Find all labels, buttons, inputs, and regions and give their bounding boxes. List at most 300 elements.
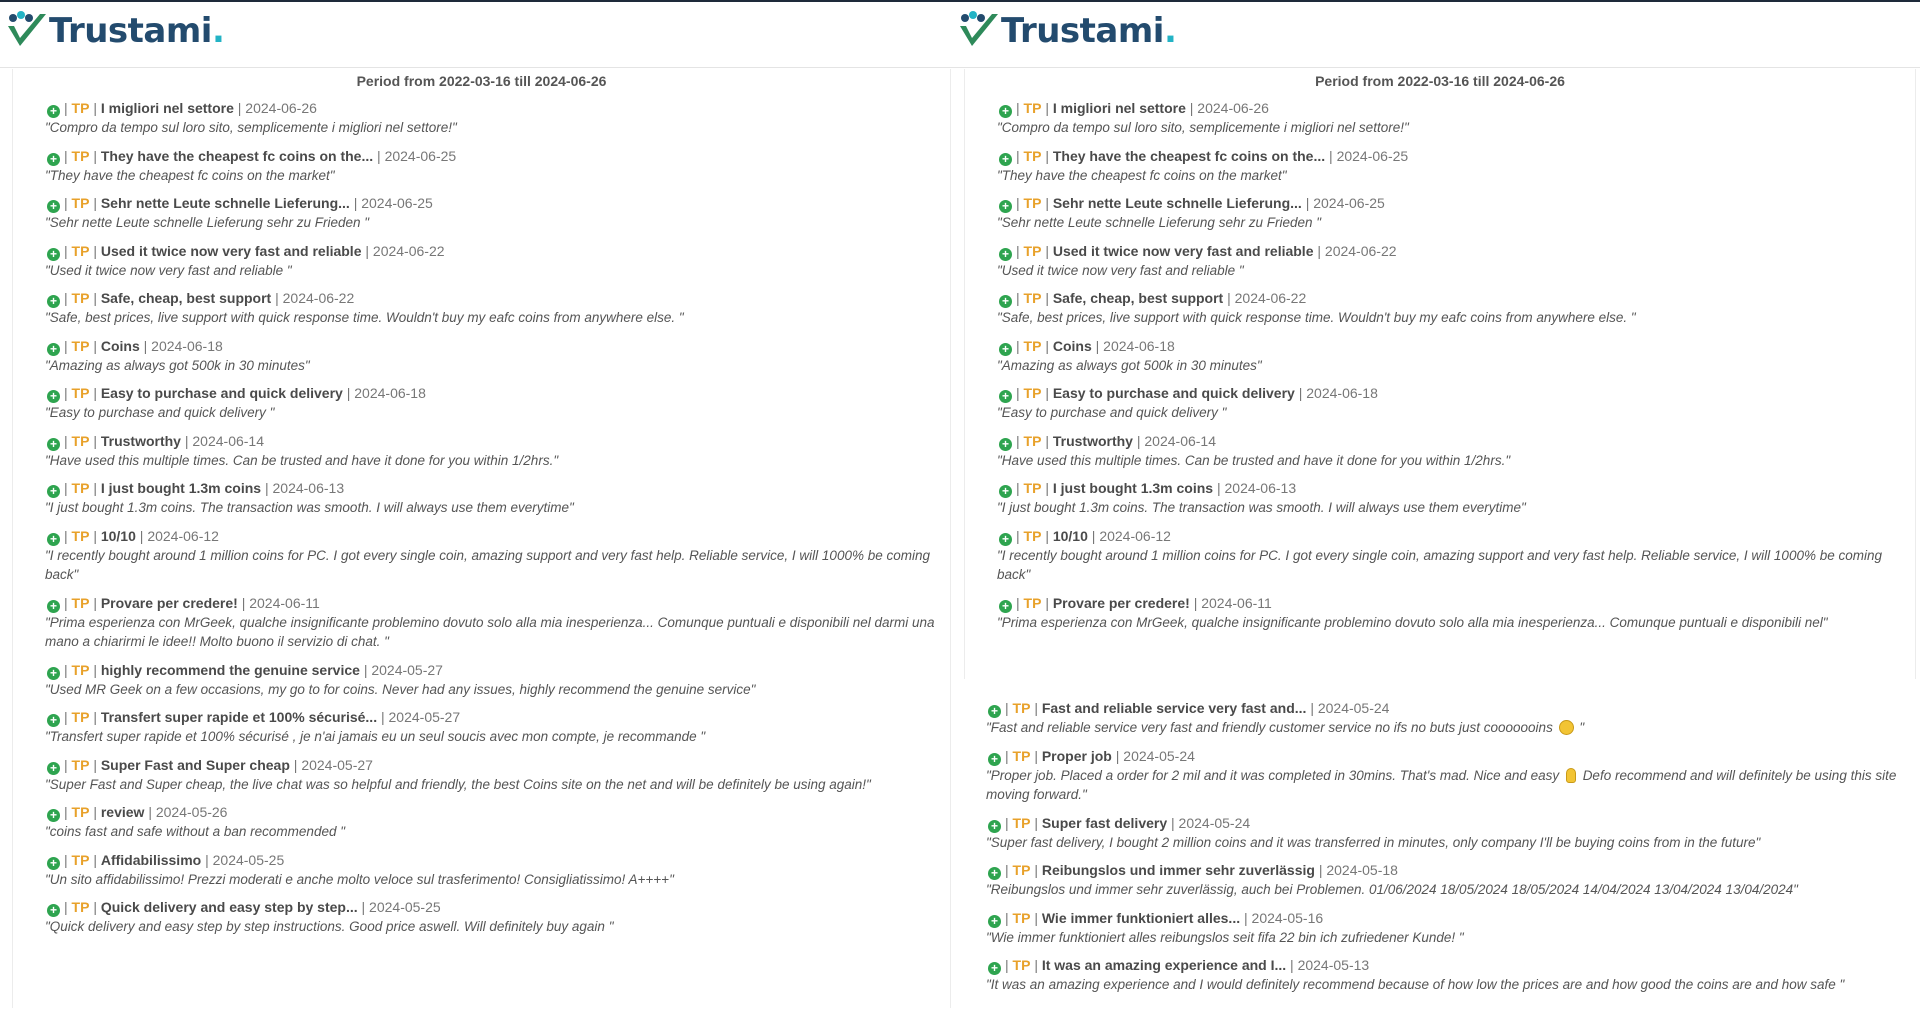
review-text xyxy=(984,975,1902,995)
positive-plus-icon: + xyxy=(47,200,60,213)
review-header xyxy=(995,147,1901,166)
review-header xyxy=(43,479,936,498)
review-text-main: "They have the cheapest fc coins on the market" xyxy=(45,167,335,183)
source-badge[interactable]: TP xyxy=(71,594,90,611)
separator: | xyxy=(1005,909,1009,926)
review-text xyxy=(995,356,1901,376)
separator: | xyxy=(1034,909,1038,926)
review-title[interactable]: I just bought 1.3m coins xyxy=(100,480,262,496)
review-title[interactable]: Wie immer funktioniert alles... xyxy=(1041,909,1241,926)
review-text-main: "Prima esperienza con MrGeek, qualche insignificante problemino dovuto solo alla mia inesperienza... Comunque puntuali e disponibili nel darmi una mano a chiarirmi le idee!! Molto buono il servizio di chat. " xyxy=(45,614,935,649)
review-date: 2024-06-13 xyxy=(272,480,345,496)
review-header xyxy=(984,861,1902,880)
separator: | xyxy=(1005,700,1009,716)
review-text-main: "Compro da tempo sul loro sito, semplicemente i migliori nel settore!" xyxy=(997,120,1409,135)
review-date: 2024-05-18 xyxy=(1326,862,1398,878)
review-date: 2024-05-16 xyxy=(1251,909,1324,926)
review-header xyxy=(43,337,936,356)
positive-plus-icon: + xyxy=(47,390,60,403)
separator: | xyxy=(205,851,209,868)
separator: | xyxy=(237,100,242,116)
positive-plus-icon: + xyxy=(999,248,1012,261)
separator: | xyxy=(93,756,97,773)
separator: | xyxy=(1045,480,1049,496)
separator: | xyxy=(1016,147,1020,164)
review-text-main: "Reibungslos und immer sehr zuverlässig, auch bei Problemen. 01/06/2024 18/05/2024 18/05/2024 14/04/2024 13/04/2024 13/04/2024" xyxy=(986,882,1798,897)
review-title[interactable]: highly recommend the genuine service xyxy=(100,661,360,678)
separator: | xyxy=(1290,957,1294,973)
review-text-main: "Super fast delivery, I bought 2 million coins and it was transferred in minutes, only company I'll be buying coins from in the future" xyxy=(986,834,1761,850)
review-date: 2024-06-12 xyxy=(1099,527,1171,544)
separator: | xyxy=(1305,195,1310,211)
separator: | xyxy=(1016,385,1020,401)
period-label: Period from 2022-03-16 till 2024-06-26 xyxy=(356,73,607,89)
source-badge[interactable]: TP xyxy=(71,195,90,211)
review-title[interactable]: Proper job xyxy=(1041,747,1112,764)
separator: | xyxy=(93,480,97,496)
thumbs-up-icon xyxy=(1566,768,1576,783)
right-panel xyxy=(952,2,1920,1036)
review-text-main: "Safe, best prices, live support with quick response time. Wouldn't buy my eafc coins from anywhere else. " xyxy=(997,310,1636,325)
review-text-main: "I recently bought around 1 million coins for PC. I got every single coin, amazing support and very fast help. Reliable service, I will 1000% be coming back" xyxy=(45,547,930,582)
review-item xyxy=(984,699,1902,738)
review-header xyxy=(43,242,936,261)
checkmark-logo-icon xyxy=(4,10,48,52)
review-text xyxy=(43,356,936,376)
review-item xyxy=(995,527,1901,585)
source-badge[interactable]: TP xyxy=(71,709,90,725)
review-title[interactable]: Affidabilissimo xyxy=(100,851,202,868)
review-text xyxy=(995,213,1901,233)
review-date: 2024-05-27 xyxy=(301,756,373,773)
review-text-main: "They have the cheapest fc coins on the market" xyxy=(997,167,1287,183)
review-header xyxy=(43,898,936,917)
review-title[interactable]: They have the cheapest fc coins on the... xyxy=(1052,147,1326,164)
positive-plus-icon: + xyxy=(47,295,60,308)
review-date: 2024-06-11 xyxy=(249,594,320,611)
trustami-logo[interactable] xyxy=(4,10,224,52)
review-title[interactable]: It was an amazing experience and I... xyxy=(1041,957,1287,973)
review-date: 2024-06-14 xyxy=(1144,432,1217,449)
review-date: 2024-05-27 xyxy=(371,661,443,678)
review-text xyxy=(995,118,1901,138)
review-item xyxy=(984,956,1902,995)
review-item xyxy=(995,194,1901,233)
review-date: 2024-05-25 xyxy=(369,899,441,915)
source-badge[interactable]: TP xyxy=(1023,527,1042,544)
review-text xyxy=(995,166,1901,186)
source-badge[interactable]: TP xyxy=(1012,814,1031,831)
review-date: 2024-06-26 xyxy=(1197,100,1269,116)
checkmark-logo-icon xyxy=(956,10,1000,52)
review-date: 2024-06-18 xyxy=(1306,385,1378,401)
source-badge[interactable]: TP xyxy=(1012,957,1031,973)
review-item xyxy=(984,814,1902,853)
review-text-main: "coins fast and safe without a ban recommended " xyxy=(45,824,346,839)
review-title[interactable]: Safe, cheap, best support xyxy=(100,290,272,306)
source-badge[interactable]: TP xyxy=(71,661,90,678)
review-text-main: "Easy to purchase and quick delivery " xyxy=(997,405,1227,420)
review-text xyxy=(995,451,1901,471)
separator: | xyxy=(93,290,97,306)
separator: | xyxy=(1005,747,1009,764)
review-text-main: "Amazing as always got 500k in 30 minutes" xyxy=(45,357,310,373)
review-title[interactable]: Easy to purchase and quick delivery xyxy=(100,385,343,401)
review-text-main: "Safe, best prices, live support with quick response time. Wouldn't buy my eafc coins from anywhere else. " xyxy=(45,310,684,325)
review-title[interactable]: Used it twice now very fast and reliable xyxy=(1052,242,1314,259)
review-text xyxy=(995,546,1901,585)
review-text-main: "Used MR Geek on a few occasions, my go to for coins. Never had any issues, highly recommend the genuine service" xyxy=(45,681,756,697)
separator: | xyxy=(1045,527,1049,544)
review-text-main: "Used it twice now very fast and reliable " xyxy=(997,262,1244,278)
review-header xyxy=(43,708,936,727)
review-header xyxy=(43,803,936,822)
source-badge[interactable]: TP xyxy=(1023,337,1042,354)
review-title[interactable]: I just bought 1.3m coins xyxy=(1052,480,1214,496)
review-item xyxy=(43,898,936,937)
positive-plus-icon: + xyxy=(999,600,1012,613)
reviews-content-continued xyxy=(956,699,1916,1036)
separator: | xyxy=(377,147,381,164)
review-item xyxy=(984,861,1902,900)
review-text-main: "Transfert super rapide et 100% sécurisé , je n'ai jamais eu un seul soucis avec mon compte, je recommande " xyxy=(45,729,706,744)
positive-plus-icon: + xyxy=(47,485,60,498)
source-badge[interactable]: TP xyxy=(71,804,90,820)
review-text-main: "Prima esperienza con MrGeek, qualche insignificante problemino dovuto solo alla mia inesperienza... Comunque puntuali e disponibili nel" xyxy=(997,614,1828,630)
separator: | xyxy=(361,899,366,915)
source-badge[interactable]: TP xyxy=(1023,195,1042,211)
separator: | xyxy=(1016,527,1020,544)
separator: | xyxy=(1034,747,1038,764)
review-text-main: "I just bought 1.3m coins. The transaction was smooth. I will always use them everytime" xyxy=(997,500,1526,515)
review-title[interactable]: 10/10 xyxy=(1052,527,1088,544)
review-text xyxy=(43,822,936,842)
positive-plus-icon: + xyxy=(47,714,60,727)
review-item xyxy=(43,708,936,747)
separator: | xyxy=(1317,242,1322,259)
review-header xyxy=(43,527,936,546)
review-header xyxy=(995,289,1901,308)
source-badge[interactable]: TP xyxy=(71,100,90,116)
separator: | xyxy=(1329,147,1333,164)
positive-plus-icon: + xyxy=(988,820,1001,833)
review-item xyxy=(43,289,936,328)
review-text-main: "Quick delivery and easy step by step instructions. Good price aswell. Will definitely buy again " xyxy=(45,919,614,934)
separator: | xyxy=(1045,195,1049,211)
review-title[interactable]: Reibungslos und immer sehr zuverlässig xyxy=(1041,862,1315,878)
review-text xyxy=(43,118,936,138)
review-text xyxy=(984,718,1902,738)
review-title[interactable]: Trustworthy xyxy=(1052,432,1133,449)
separator: | xyxy=(1034,957,1038,973)
review-header xyxy=(984,747,1902,766)
review-text xyxy=(43,727,936,747)
review-item xyxy=(43,851,936,890)
review-header xyxy=(43,661,936,680)
review-title[interactable]: Sehr nette Leute schnelle Lieferung... xyxy=(100,195,350,211)
review-text xyxy=(43,870,936,890)
review-item xyxy=(43,384,936,423)
review-title[interactable]: Fast and reliable service very fast and... xyxy=(1041,700,1307,716)
review-text xyxy=(43,775,936,795)
positive-plus-icon: + xyxy=(988,705,1001,718)
positive-plus-icon: + xyxy=(47,343,60,356)
positive-plus-icon: + xyxy=(999,390,1012,403)
positive-plus-icon: + xyxy=(47,600,60,613)
review-date: 2024-06-22 xyxy=(282,290,355,306)
separator: | xyxy=(64,851,68,868)
review-text xyxy=(43,613,936,652)
brand-name: Trustami xyxy=(49,11,212,51)
source-badge[interactable]: TP xyxy=(1012,862,1031,878)
review-title[interactable]: Provare per credere! xyxy=(1052,594,1190,611)
separator: | xyxy=(1310,700,1314,716)
source-badge[interactable]: TP xyxy=(1023,290,1042,306)
separator: | xyxy=(1193,594,1198,611)
review-item xyxy=(43,147,936,186)
separator: | xyxy=(64,290,68,306)
separator: | xyxy=(93,100,97,116)
source-badge[interactable]: TP xyxy=(71,242,90,259)
review-header xyxy=(43,756,936,775)
separator: | xyxy=(1045,100,1049,116)
source-badge[interactable]: TP xyxy=(71,147,90,164)
review-item xyxy=(43,527,936,585)
review-header xyxy=(43,194,936,213)
review-title[interactable]: Quick delivery and easy step by step... xyxy=(100,899,358,915)
separator: | xyxy=(346,385,351,401)
positive-plus-icon: + xyxy=(47,438,60,451)
review-title[interactable]: review xyxy=(100,804,145,820)
review-date: 2024-05-25 xyxy=(212,851,285,868)
review-text xyxy=(43,498,936,518)
separator: | xyxy=(64,661,68,678)
separator: | xyxy=(93,195,97,211)
separator: | xyxy=(1016,100,1020,116)
separator: | xyxy=(64,527,68,544)
positive-plus-icon: + xyxy=(988,753,1001,766)
separator: | xyxy=(64,594,68,611)
source-badge[interactable]: TP xyxy=(71,851,90,868)
positive-plus-icon: + xyxy=(47,667,60,680)
logo-text xyxy=(1001,11,1176,51)
review-title[interactable]: Transfert super rapide et 100% sécurisé... xyxy=(100,709,378,725)
review-text xyxy=(43,308,936,328)
review-text-main: "Un sito affidabilissimo! Prezzi moderati e anche molto veloce sul trasferimento! Consigliatissimo! A++++" xyxy=(45,871,674,887)
positive-plus-icon: + xyxy=(999,485,1012,498)
separator: | xyxy=(93,432,97,449)
separator: | xyxy=(64,899,68,915)
review-date: 2024-06-26 xyxy=(245,100,317,116)
separator: | xyxy=(64,480,68,496)
brand-dot: . xyxy=(1163,11,1177,51)
review-header xyxy=(995,432,1901,451)
separator: | xyxy=(1216,480,1221,496)
source-badge[interactable]: TP xyxy=(71,385,90,401)
positive-plus-icon: + xyxy=(999,153,1012,166)
separator: | xyxy=(380,709,385,725)
review-header xyxy=(43,99,936,118)
review-header xyxy=(43,384,936,403)
review-title[interactable]: Used it twice now very fast and reliable xyxy=(100,242,362,259)
separator: | xyxy=(143,337,148,354)
review-date: 2024-05-24 xyxy=(1317,700,1390,716)
source-badge[interactable]: TP xyxy=(71,756,90,773)
source-badge[interactable]: TP xyxy=(1023,147,1042,164)
review-header xyxy=(43,289,936,308)
separator: | xyxy=(64,337,68,354)
separator: | xyxy=(1005,957,1009,973)
source-badge[interactable]: TP xyxy=(1012,747,1031,764)
separator: | xyxy=(1318,862,1323,878)
source-badge[interactable]: TP xyxy=(1012,700,1031,716)
source-badge[interactable]: TP xyxy=(1012,909,1031,926)
separator: | xyxy=(353,195,358,211)
source-badge[interactable]: TP xyxy=(1023,594,1042,611)
source-badge[interactable]: TP xyxy=(71,899,90,915)
review-text xyxy=(43,166,936,186)
review-header xyxy=(995,337,1901,356)
review-list xyxy=(965,99,1915,632)
left-panel xyxy=(0,2,955,1008)
review-title[interactable]: Easy to purchase and quick delivery xyxy=(1052,385,1295,401)
review-title[interactable]: Trustworthy xyxy=(100,432,181,449)
separator: | xyxy=(64,242,68,259)
review-date: 2024-06-25 xyxy=(1336,147,1409,164)
source-badge[interactable]: TP xyxy=(71,480,90,496)
review-date: 2024-06-25 xyxy=(1313,195,1385,211)
separator: | xyxy=(93,804,97,820)
trustami-logo[interactable] xyxy=(956,10,1176,52)
separator: | xyxy=(1298,385,1303,401)
separator: | xyxy=(64,195,68,211)
reviews-content xyxy=(964,69,1916,679)
review-text-main: "Have used this multiple times. Can be trusted and have it done for you within 1/2hrs." xyxy=(45,452,559,468)
review-text-main: "Used it twice now very fast and reliable " xyxy=(45,262,292,278)
source-badge[interactable]: TP xyxy=(1023,100,1042,116)
review-text-main: "Sehr nette Leute schnelle Lieferung sehr zu Frieden " xyxy=(45,215,370,230)
review-date: 2024-05-26 xyxy=(155,804,228,820)
review-text xyxy=(984,928,1902,948)
separator: | xyxy=(64,756,68,773)
review-text-main: "Fast and reliable service very fast and friendly customer service no ifs no buts just cooooooins xyxy=(986,720,1553,735)
positive-plus-icon: + xyxy=(47,857,60,870)
review-title[interactable]: Coins xyxy=(100,337,140,354)
positive-plus-icon: + xyxy=(47,248,60,261)
separator: | xyxy=(1016,290,1020,306)
review-date: 2024-06-25 xyxy=(361,195,433,211)
review-header xyxy=(984,909,1902,928)
brand-dot: . xyxy=(211,11,225,51)
separator: | xyxy=(275,290,279,306)
review-title[interactable]: Super Fast and Super cheap xyxy=(100,756,290,773)
separator: | xyxy=(93,147,97,164)
separator: | xyxy=(1034,700,1038,716)
review-date: 2024-05-13 xyxy=(1297,957,1370,973)
review-title[interactable]: Safe, cheap, best support xyxy=(1052,290,1224,306)
separator: | xyxy=(64,100,68,116)
separator: | xyxy=(1095,337,1100,354)
review-title[interactable]: Sehr nette Leute schnelle Lieferung... xyxy=(1052,195,1302,211)
separator: | xyxy=(1171,814,1175,831)
review-item xyxy=(43,594,936,652)
review-text-end: " xyxy=(1579,720,1585,735)
review-item xyxy=(995,147,1901,186)
review-text xyxy=(995,308,1901,328)
separator: | xyxy=(93,337,97,354)
review-date: 2024-05-24 xyxy=(1178,814,1251,831)
separator: | xyxy=(93,661,97,678)
review-item xyxy=(43,99,936,138)
review-text xyxy=(43,917,936,937)
review-date: 2024-06-13 xyxy=(1224,480,1297,496)
separator: | xyxy=(1045,242,1049,259)
reviews-content xyxy=(12,69,951,1008)
review-item xyxy=(984,909,1902,948)
review-item xyxy=(43,194,936,233)
separator: | xyxy=(64,804,68,820)
review-text-main: "Compro da tempo sul loro sito, semplicemente i migliori nel settore!" xyxy=(45,120,457,135)
review-header xyxy=(984,699,1902,718)
separator: | xyxy=(1005,814,1009,831)
period-label: Period from 2022-03-16 till 2024-06-26 xyxy=(1315,73,1565,89)
separator: | xyxy=(1045,385,1049,401)
separator: | xyxy=(1115,747,1120,764)
header xyxy=(0,2,955,68)
source-badge[interactable]: TP xyxy=(1023,242,1042,259)
review-title[interactable]: I migliori nel settore xyxy=(100,100,234,116)
source-badge[interactable]: TP xyxy=(71,290,90,306)
review-text-main: "It was an amazing experience and I would definitely recommend because of how low the prices are and how good the coins are and how safe " xyxy=(986,977,1845,992)
source-badge[interactable]: TP xyxy=(71,432,90,449)
review-header xyxy=(984,956,1902,975)
review-date: 2024-06-22 xyxy=(1324,242,1397,259)
review-item xyxy=(43,756,936,795)
review-date: 2024-05-27 xyxy=(388,709,461,725)
source-badge[interactable]: TP xyxy=(71,527,90,544)
separator: | xyxy=(64,385,68,401)
source-badge[interactable]: TP xyxy=(1023,385,1042,401)
review-text-main: "Proper job. Placed a order for 2 mil and it was completed in 30mins. That's mad. Nice and easy xyxy=(986,767,1560,783)
separator: | xyxy=(93,527,97,544)
separator: | xyxy=(139,527,144,544)
review-item xyxy=(995,99,1901,138)
review-title[interactable]: I migliori nel settore xyxy=(1052,100,1186,116)
review-date: 2024-06-12 xyxy=(147,527,219,544)
review-title[interactable]: Provare per credere! xyxy=(100,594,238,611)
review-item xyxy=(995,479,1901,518)
review-item xyxy=(995,337,1901,376)
review-title[interactable]: Super fast delivery xyxy=(1041,814,1168,831)
review-text-main: "Super Fast and Super cheap, the live chat was so helpful and friendly, the best Coins site on the net and will be definitely be using again!" xyxy=(45,776,871,792)
review-title[interactable]: Coins xyxy=(1052,337,1092,354)
separator: | xyxy=(1034,814,1038,831)
separator: | xyxy=(1016,432,1020,449)
review-text xyxy=(995,403,1901,423)
separator: | xyxy=(93,899,97,915)
source-badge[interactable]: TP xyxy=(1023,480,1042,496)
review-title[interactable]: 10/10 xyxy=(100,527,136,544)
separator: | xyxy=(1045,594,1049,611)
review-header xyxy=(43,432,936,451)
source-badge[interactable]: TP xyxy=(1023,432,1042,449)
positive-plus-icon: + xyxy=(47,153,60,166)
review-title[interactable]: They have the cheapest fc coins on the... xyxy=(100,147,374,164)
review-header xyxy=(43,147,936,166)
source-badge[interactable]: TP xyxy=(71,337,90,354)
review-list xyxy=(13,99,950,937)
review-item xyxy=(43,242,936,281)
